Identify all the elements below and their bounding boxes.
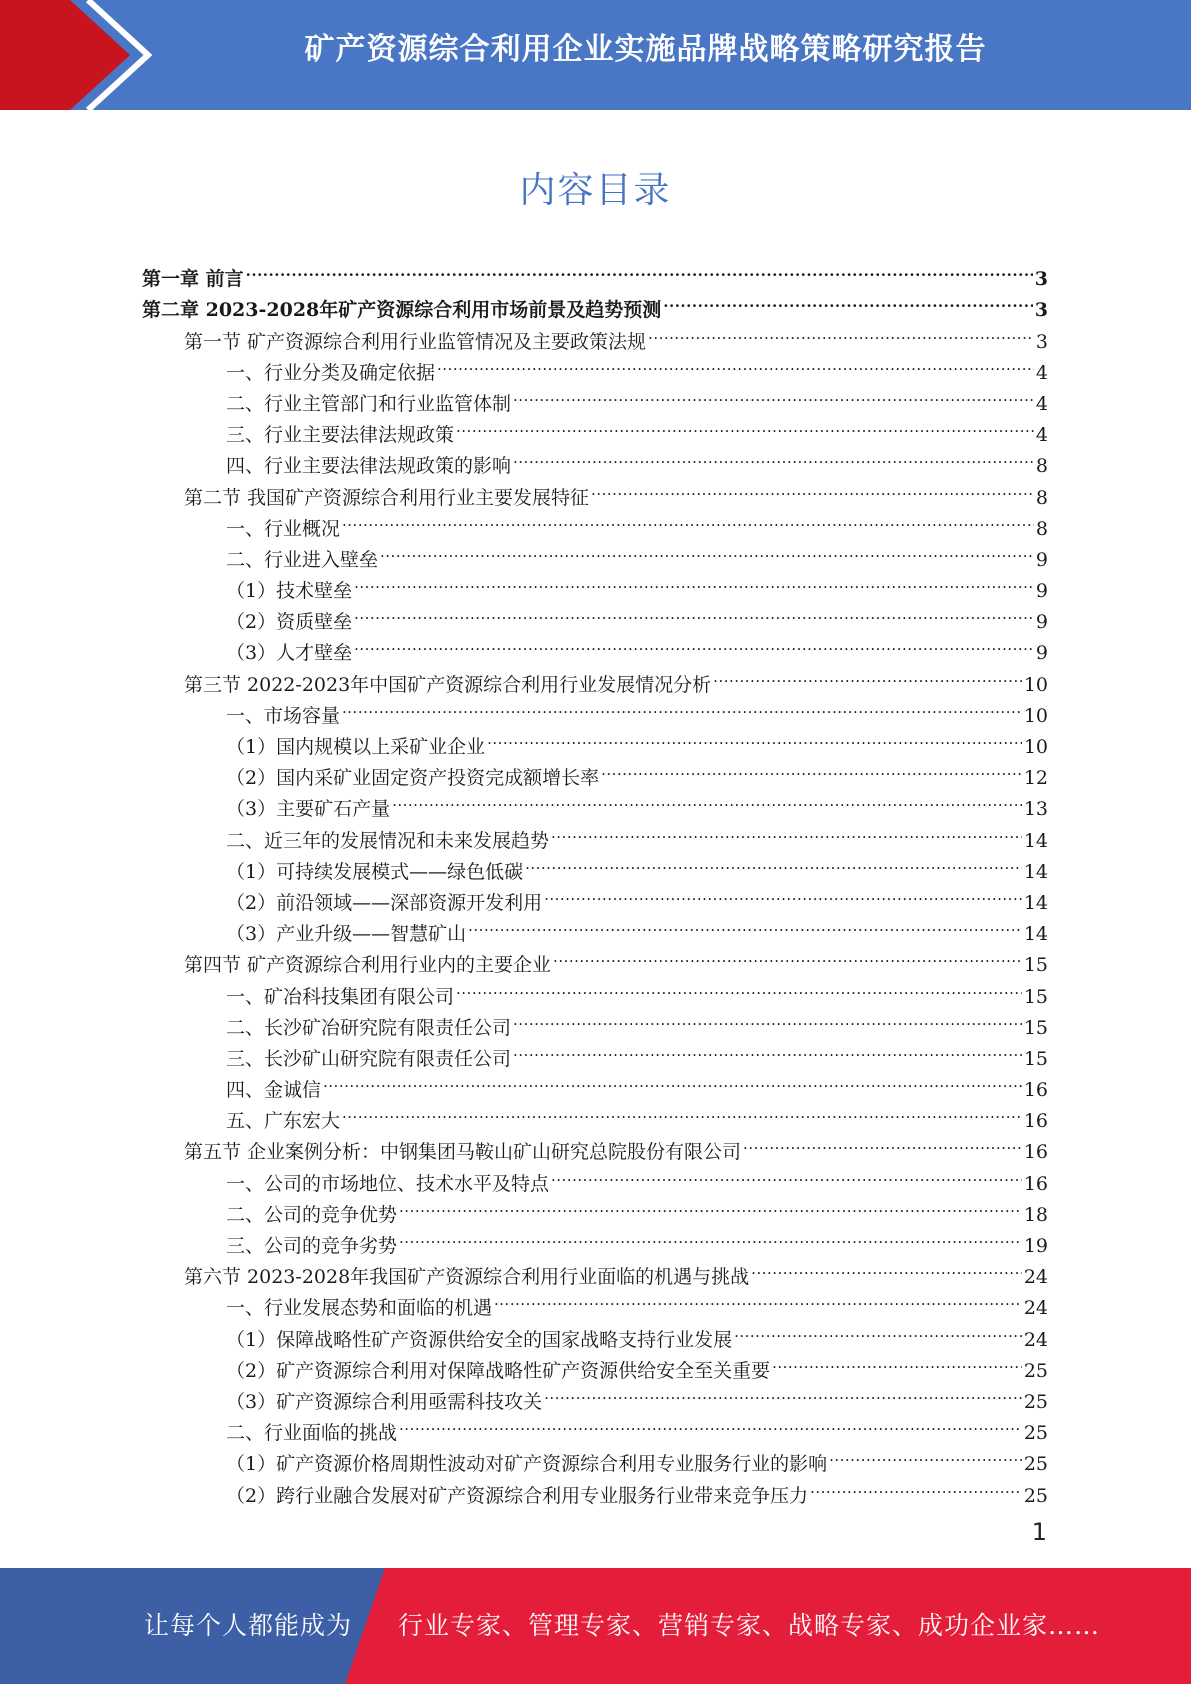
toc-dot-leader bbox=[354, 628, 1034, 659]
toc-dot-leader bbox=[342, 504, 1034, 535]
toc-dot-leader bbox=[456, 410, 1034, 441]
footer-slogan-left: 让每个人都能成为 bbox=[144, 1611, 353, 1640]
toc-entry-label: （3）主要矿石产量 bbox=[226, 798, 391, 821]
toc-entry-label: 二、近三年的发展情况和未来发展趋势 bbox=[226, 829, 550, 852]
toc-dot-leader bbox=[437, 348, 1034, 379]
toc-entry-page: 24 bbox=[1023, 1266, 1048, 1289]
toc-entry-page: 16 bbox=[1023, 1110, 1048, 1133]
toc-entry-page: 10 bbox=[1023, 704, 1048, 727]
toc-dot-leader bbox=[323, 1065, 1022, 1096]
toc-entry-page: 19 bbox=[1023, 1235, 1048, 1257]
toc-entry-label: 三、公司的竞争劣势 bbox=[226, 1235, 398, 1257]
toc-dot-leader bbox=[246, 254, 1033, 285]
toc-dot-leader bbox=[751, 1252, 1022, 1283]
toc-dot-leader bbox=[551, 815, 1022, 846]
toc-entry-label: （1）矿产资源价格周期性波动对矿产资源综合利用专业服务行业的影响 bbox=[226, 1453, 828, 1476]
toc-entry-page: 18 bbox=[1023, 1203, 1048, 1226]
toc-dot-leader bbox=[513, 1003, 1022, 1034]
toc-entry-page: 13 bbox=[1023, 798, 1048, 821]
toc-entry-label: 一、行业分类及确定依据 bbox=[226, 361, 436, 384]
toc-entry-page: 15 bbox=[1023, 954, 1048, 977]
toc-entry-page: 15 bbox=[1023, 1016, 1048, 1039]
toc-entry-page: 8 bbox=[1035, 455, 1048, 478]
toc-entry-label: 三、长沙矿山研究院有限责任公司 bbox=[226, 1047, 512, 1070]
toc-entry-page: 9 bbox=[1035, 580, 1048, 603]
toc-dot-leader bbox=[810, 1470, 1022, 1501]
toc-entry-page: 9 bbox=[1035, 642, 1048, 665]
toc-entry-page: 3 bbox=[1034, 268, 1048, 291]
toc-dot-leader bbox=[513, 1034, 1022, 1065]
toc-entry-page: 25 bbox=[1023, 1359, 1048, 1382]
toc-dot-leader bbox=[399, 1221, 1022, 1252]
toc-entry-label: 第六节 2023-2028年我国矿产资源综合利用行业面临的机遇与挑战 bbox=[184, 1266, 750, 1289]
toc-entry-label: （2）跨行业融合发展对矿产资源综合利用专业服务行业带来竞争压力 bbox=[226, 1484, 809, 1507]
toc-entry-page: 25 bbox=[1023, 1453, 1048, 1476]
toc-entry-label: 二、行业面临的挑战 bbox=[226, 1422, 398, 1445]
toc-entry-label: 第二章 2023-2028年矿产资源综合利用市场前景及趋势预测 bbox=[142, 299, 662, 322]
toc-entry-page: 4 bbox=[1035, 361, 1048, 384]
toc-entry-label: 四、金诚信 bbox=[226, 1079, 322, 1102]
toc-dot-leader bbox=[734, 1314, 1022, 1345]
toc-dot-leader bbox=[525, 847, 1022, 878]
toc-entry-label: （1）国内规模以上采矿业企业 bbox=[226, 736, 486, 758]
toc-dot-leader bbox=[772, 1346, 1022, 1377]
toc-entry[interactable] bbox=[142, 285, 1048, 322]
toc-entry-label: 一、行业发展态势和面临的机遇 bbox=[226, 1297, 493, 1320]
footer-slogan-right: 行业专家、管理专家、营销专家、战略专家、成功企业家…… bbox=[398, 1611, 1101, 1640]
toc-entry-label: 一、矿冶科技集团有限公司 bbox=[226, 985, 455, 1008]
toc-entry-label: 第一章 前言 bbox=[142, 268, 244, 291]
toc-entry-page: 15 bbox=[1023, 985, 1048, 1008]
report-title: 矿产资源综合利用企业实施品牌战略策略研究报告 bbox=[304, 32, 987, 67]
page-number: 1 bbox=[1031, 1518, 1047, 1546]
toc-entry-label: 四、行业主要法律法规政策的影响 bbox=[226, 455, 512, 478]
toc-entry-label: （1）技术壁垒 bbox=[226, 580, 353, 603]
toc-entry-page: 14 bbox=[1023, 923, 1048, 946]
toc-entry-page: 9 bbox=[1035, 611, 1048, 634]
toc-title: 内容目录 bbox=[519, 170, 672, 211]
toc-entry-page: 25 bbox=[1023, 1422, 1048, 1445]
toc-entry-label: （2）国内采矿业固定资产投资完成额增长率 bbox=[226, 767, 600, 790]
toc-entry-page: 14 bbox=[1023, 891, 1048, 914]
toc-entry-label: 二、公司的竞争优势 bbox=[226, 1203, 398, 1226]
toc-entry-label: 第三节 2022-2023年中国矿产资源综合利用行业发展情况分析 bbox=[184, 673, 712, 696]
toc-dot-leader bbox=[551, 1158, 1022, 1189]
toc-entry-label: （3）矿产资源综合利用亟需科技攻关 bbox=[226, 1390, 543, 1413]
toc-dot-leader bbox=[601, 753, 1022, 784]
toc-entry-page: 15 bbox=[1023, 1047, 1048, 1070]
toc-entry-page: 9 bbox=[1035, 548, 1048, 571]
toc-entry-label: 第五节 企业案例分析：中钢集团马鞍山矿山研究总院股份有限公司 bbox=[184, 1141, 742, 1164]
header-arrow-decoration bbox=[0, 0, 160, 110]
toc-dot-leader bbox=[342, 1096, 1022, 1127]
toc-entry-page: 10 bbox=[1023, 673, 1048, 696]
toc-dot-leader bbox=[354, 566, 1034, 597]
toc-entry-label: 第四节 矿产资源综合利用行业内的主要企业 bbox=[184, 954, 552, 977]
toc-dot-leader bbox=[713, 659, 1022, 690]
toc-dot-leader bbox=[392, 784, 1022, 815]
toc-entry-page: 4 bbox=[1035, 392, 1048, 415]
toc-entry-label: 五、广东宏大 bbox=[226, 1110, 341, 1133]
toc-entry-page: 24 bbox=[1023, 1328, 1048, 1351]
toc-entry-label: （2）矿产资源综合利用对保障战略性矿产资源供给安全至关重要 bbox=[226, 1359, 771, 1382]
toc-dot-leader bbox=[399, 1408, 1022, 1439]
toc-entry-page: 25 bbox=[1023, 1484, 1048, 1507]
toc-entry-label: （1）可持续发展模式——绿色低碳 bbox=[226, 860, 524, 883]
toc-entry-label: 三、行业主要法律法规政策 bbox=[226, 424, 455, 447]
toc-dot-leader bbox=[743, 1127, 1022, 1158]
table-of-contents bbox=[142, 254, 1048, 1507]
toc-dot-leader bbox=[591, 472, 1034, 503]
toc-dot-leader bbox=[468, 909, 1022, 940]
toc-entry-label: （1）保障战略性矿产资源供给安全的国家战略支持行业发展 bbox=[226, 1328, 733, 1351]
toc-entry-label: 第二节 我国矿产资源综合利用行业主要发展特征 bbox=[184, 486, 590, 509]
toc-dot-leader bbox=[553, 940, 1022, 971]
toc-entry-label: 二、行业主管部门和行业监管体制 bbox=[226, 392, 512, 415]
toc-entry[interactable] bbox=[142, 254, 1048, 291]
toc-entry-page: 24 bbox=[1023, 1297, 1048, 1320]
toc-dot-leader bbox=[399, 1190, 1022, 1221]
toc-entry-label: 二、长沙矿冶研究院有限责任公司 bbox=[226, 1016, 512, 1039]
toc-dot-leader bbox=[380, 535, 1034, 566]
toc-dot-leader bbox=[648, 316, 1034, 347]
page-footer bbox=[0, 1568, 1191, 1684]
toc-entry-page: 14 bbox=[1023, 860, 1048, 883]
toc-dot-leader bbox=[513, 379, 1034, 410]
toc-entry-page: 4 bbox=[1035, 424, 1048, 447]
toc-dot-leader bbox=[494, 1283, 1022, 1314]
toc-entry-page: 3 bbox=[1034, 299, 1048, 322]
toc-entry-label: （2）资质壁垒 bbox=[226, 611, 353, 634]
toc-entry-page: 16 bbox=[1023, 1172, 1048, 1195]
toc-dot-leader bbox=[342, 691, 1022, 722]
toc-entry-page: 10 bbox=[1023, 736, 1048, 758]
toc-entry-label: 二、行业进入壁垒 bbox=[226, 548, 379, 571]
page-header bbox=[0, 0, 1191, 110]
toc-entry-page: 25 bbox=[1023, 1390, 1048, 1413]
toc-entry-page: 8 bbox=[1035, 517, 1048, 540]
toc-entry-page: 8 bbox=[1035, 486, 1048, 509]
toc-entry-label: 一、公司的市场地位、技术水平及特点 bbox=[226, 1172, 550, 1195]
toc-dot-leader bbox=[513, 441, 1034, 472]
toc-entry-page: 16 bbox=[1023, 1141, 1048, 1164]
toc-entry-label: （3）人才壁垒 bbox=[226, 642, 353, 665]
toc-entry-page: 12 bbox=[1023, 767, 1048, 790]
toc-dot-leader bbox=[456, 971, 1022, 1002]
toc-dot-leader bbox=[663, 285, 1033, 316]
toc-dot-leader bbox=[544, 878, 1022, 909]
toc-entry-label: （2）前沿领域——深部资源开发利用 bbox=[226, 891, 543, 914]
toc-entry-label: 一、行业概况 bbox=[226, 517, 341, 540]
toc-entry-page: 16 bbox=[1023, 1079, 1048, 1102]
toc-entry-label: （3）产业升级——智慧矿山 bbox=[226, 923, 467, 946]
toc-entry-page: 3 bbox=[1035, 330, 1048, 353]
toc-dot-leader bbox=[354, 597, 1034, 628]
toc-dot-leader bbox=[487, 722, 1022, 753]
toc-entry-label: 第一节 矿产资源综合利用行业监管情况及主要政策法规 bbox=[184, 330, 647, 353]
toc-entry-page: 14 bbox=[1023, 829, 1048, 852]
toc-dot-leader bbox=[544, 1377, 1022, 1408]
toc-entry-label: 一、市场容量 bbox=[226, 704, 341, 727]
toc-dot-leader bbox=[829, 1439, 1022, 1470]
